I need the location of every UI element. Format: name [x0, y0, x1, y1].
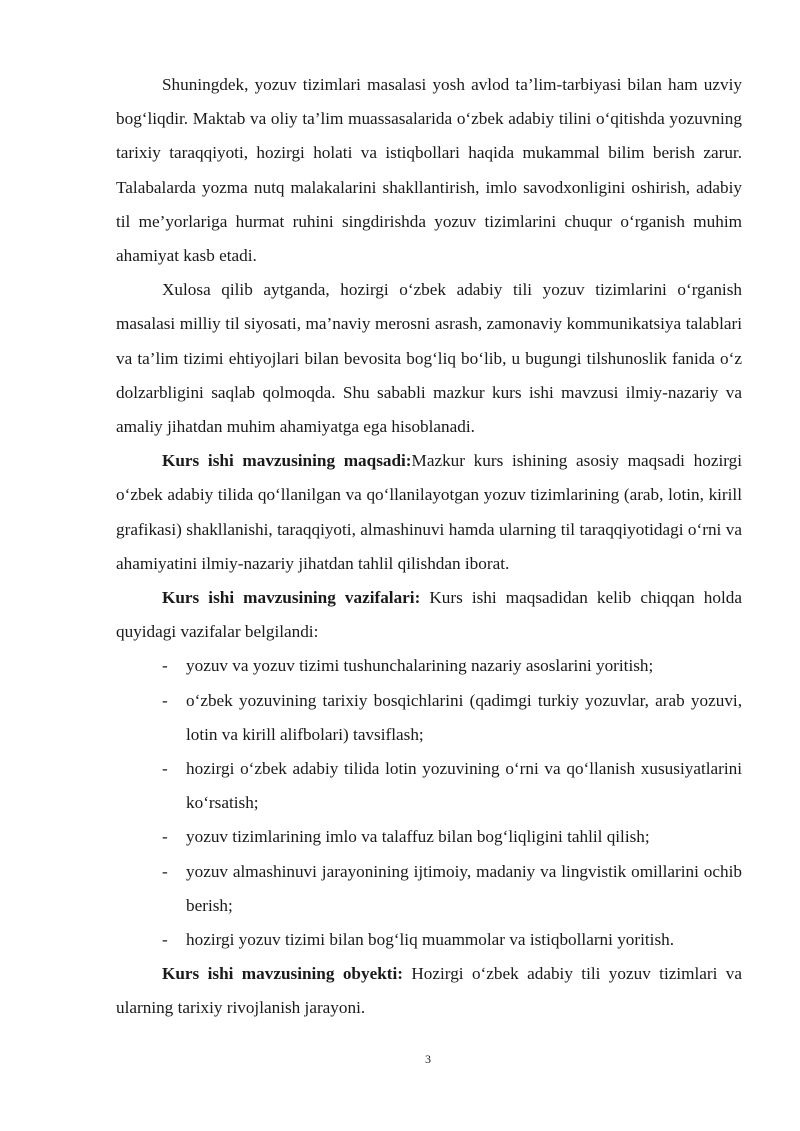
paragraph-education-link: Shuningdek, yozuv tizimlari masalasi yosh avlod ta’lim-tarbiyasi bilan ham uzviy bog‘liqdir. Maktab va oliy ta’lim muassasalarida o‘zbek adabiy tilini o‘qitishda yozuvning tarixiy taraqqiyoti, hozirgi holati va istiqbollari haqida mukammal bilim berish zarur. Talabalarda yozma nutq malakalarini shakllantirish, imlo savodxonligini oshirish, adabiy til me’yorlariga hurmat ruhini singdirishda yozuv tizimlarini chuqur o‘rganish muhim ahamiyat kasb etadi. — [116, 75, 742, 266]
tasks-list — [116, 649, 742, 957]
list-item — [116, 752, 742, 820]
list-dash: - — [162, 759, 168, 779]
list-item-text: hozirgi yozuv tizimi bilan bog‘liq muammolar va istiqbollarni yoritish. — [186, 930, 675, 950]
tasks-intro-text: Kurs ishi maqsadidan kelib chiqqan holda quyidagi vazifalar belgilandi: — [116, 588, 742, 642]
list-item-text: yozuv va yozuv tizimi tushunchalarining nazariy asoslarini yoritish; — [186, 656, 654, 676]
list-dash: - — [162, 690, 168, 710]
list-item — [116, 820, 742, 854]
document-page — [116, 68, 742, 1026]
list-dash: - — [162, 861, 168, 881]
list-item — [116, 855, 742, 923]
list-dash: - — [162, 827, 168, 847]
paragraph-goal — [116, 444, 742, 581]
object-heading: Kurs ishi mavzusining obyekti: — [162, 964, 403, 984]
list-dash: - — [162, 930, 168, 950]
list-item — [116, 649, 742, 683]
goal-text: Mazkur kurs ishining asosiy maqsadi hozirgi o‘zbek adabiy tilida qo‘llanilgan va qo‘llanilayotgan yozuv tizimlarining (arab, lotin, kirill grafikasi) shakllanishi, taraqqiyoti, almashinuvi hamda ularning til taraqqiyotidagi o‘rni va ahamiyatini ilmiy-nazariy jihatdan tahlil qilishdan iborat. — [116, 451, 743, 573]
list-item-text: hozirgi o‘zbek adabiy tilida lotin yozuvining o‘rni va qo‘llanish xususiyatlarini ko‘rsatish; — [186, 759, 742, 813]
list-item-text: o‘zbek yozuvining tarixiy bosqichlarini (qadimgi turkiy yozuvlar, arab yozuvi, lotin va kirill alifbolari) tavsiflash; — [186, 690, 742, 744]
list-dash: - — [162, 656, 168, 676]
tasks-heading: Kurs ishi mavzusining vazifalari: — [162, 588, 421, 608]
list-item — [116, 684, 742, 752]
object-text: Hozirgi o‘zbek adabiy tili yozuv tizimlari va ularning tarixiy rivojlanish jarayoni. — [116, 964, 743, 1018]
paragraph-conclusion: Xulosa qilib aytganda, hozirgi o‘zbek adabiy tili yozuv tizimlarini o‘rganish masalasi milliy til siyosati, ma’naviy merosni asrash, zamonaviy kommunikatsiya talablari va ta’lim tizimi ehtiyojlari bilan bevosita bog‘liq bo‘lib, u bugungi tilshunoslik fanida o‘z dolzarbligini saqlab qolmoqda. Shu sababli mazkur kurs ishi mavzusi ilmiy-nazariy va amaliy jihatdan muhim ahamiyatga ega hisoblanadi. — [116, 280, 742, 437]
paragraph-tasks — [116, 581, 742, 649]
paragraph-object — [116, 957, 742, 1025]
list-item-text: yozuv tizimlarining imlo va talaffuz bilan bog‘liqligini tahlil qilish; — [186, 827, 650, 847]
list-item — [116, 923, 742, 957]
goal-heading: Kurs ishi mavzusining maqsadi: — [162, 451, 412, 471]
page-number: 3 — [425, 1052, 431, 1066]
list-item-text: yozuv almashinuvi jarayonining ijtimoiy, madaniy va lingvistik omillarini ochib berish; — [186, 861, 742, 915]
